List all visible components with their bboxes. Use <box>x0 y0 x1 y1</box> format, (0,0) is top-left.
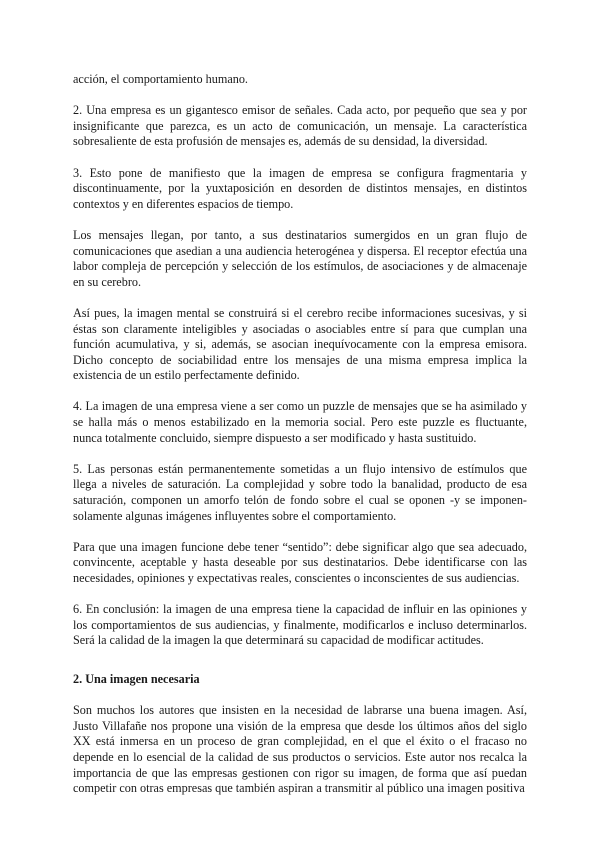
paragraph-messages: Los mensajes llegan, por tanto, a sus destinatarios sumergidos en un gran flujo de comunicaciones que asedian a una audiencia heterogénea y dispersa. El receptor efectúa una labor compleja de percepción y selección de los estímulos, de asociaciones y de almacenaje en su cerebro. <box>73 227 527 289</box>
paragraph-mental-image: Así pues, la imagen mental se construirá si el cerebro recibe informaciones sucesivas, y si éstas son claramente inteligibles y asociadas o asociables entre sí para que cumplan una función acumulativa, y si, además, se asocian inequívocamente con la empresa emisora. Dicho concepto de sociabilidad entre los mensajes de una misma empresa implica la existencia de un estilo perfectamente definido. <box>73 305 527 383</box>
paragraph-point-6: 6. En conclusión: la imagen de una empresa tiene la capacidad de influir en las opiniones y los comportamientos de sus audiencias, y finalmente, modificarlos e incluso determinarlos. Será la calidad de la imagen la que determinará su capacidad de modificar actitudes. <box>73 602 527 648</box>
paragraph-authors: Son muchos los autores que insisten en la necesidad de labrarse una buena imagen. Así, Justo Villafañe nos propone una visión de la empresa que desde los últimos años del siglo XX está inmersa en un proceso de gran complejidad, en el que el éxito o el fracaso no depende en lo esencial de la calidad de sus productos o servicios. Este autor nos recalca la importancia de que las empresas gestionen con rigor su imagen, de forma que así puedan competir con otras empresas que también aspiran a transmitir al público una imagen positiva <box>73 703 527 796</box>
document-page <box>73 72 527 797</box>
paragraph-point-4: 4. La imagen de una empresa viene a ser como un puzzle de mensajes que se ha asimilado y se halla más o menos estabilizado en la memoria social. Pero este puzzle es fluctuante, nunca totalmente concluido, siempre dispuesto a ser modificado y hasta sustituido. <box>73 399 527 445</box>
paragraph-sense: Para que una imagen funcione debe tener “sentido”: debe significar algo que sea adecuado, convincente, aceptable y hasta deseable por sus destinatarios. Debe identificarse con las necesidades, opiniones y expectativas reales, conscientes o inconscientes de sus audiencias. <box>73 539 527 585</box>
paragraph-continuation: acción, el comportamiento humano. <box>73 72 248 86</box>
section-heading: 2. Una imagen necesaria <box>73 671 200 686</box>
paragraph-point-3: 3. Esto pone de manifiesto que la imagen de empresa se configura fragmentaria y discontinuamente, por la yuxtaposición en desorden de distintos mensajes, en distintos contextos y en diferentes espacios de tiempo. <box>73 165 527 211</box>
paragraph-point-2: 2. Una empresa es un gigantesco emisor de señales. Cada acto, por pequeño que sea y por insignificante que parezca, es un acto de comunicación, un mensaje. La característica sobresaliente de esta profusión de mensajes es, además de su densidad, la diversidad. <box>73 103 527 149</box>
paragraph-point-5: 5. Las personas están permanentemente sometidas a un flujo intensivo de estímulos que llega a niveles de saturación. La complejidad y sobre todo la banalidad, producto de esa saturación, componen un amorfo telón de fondo sobre el cual se oponen -y se imponen- solamente algunas imágenes influyentes sobre el comportamiento. <box>73 461 527 523</box>
